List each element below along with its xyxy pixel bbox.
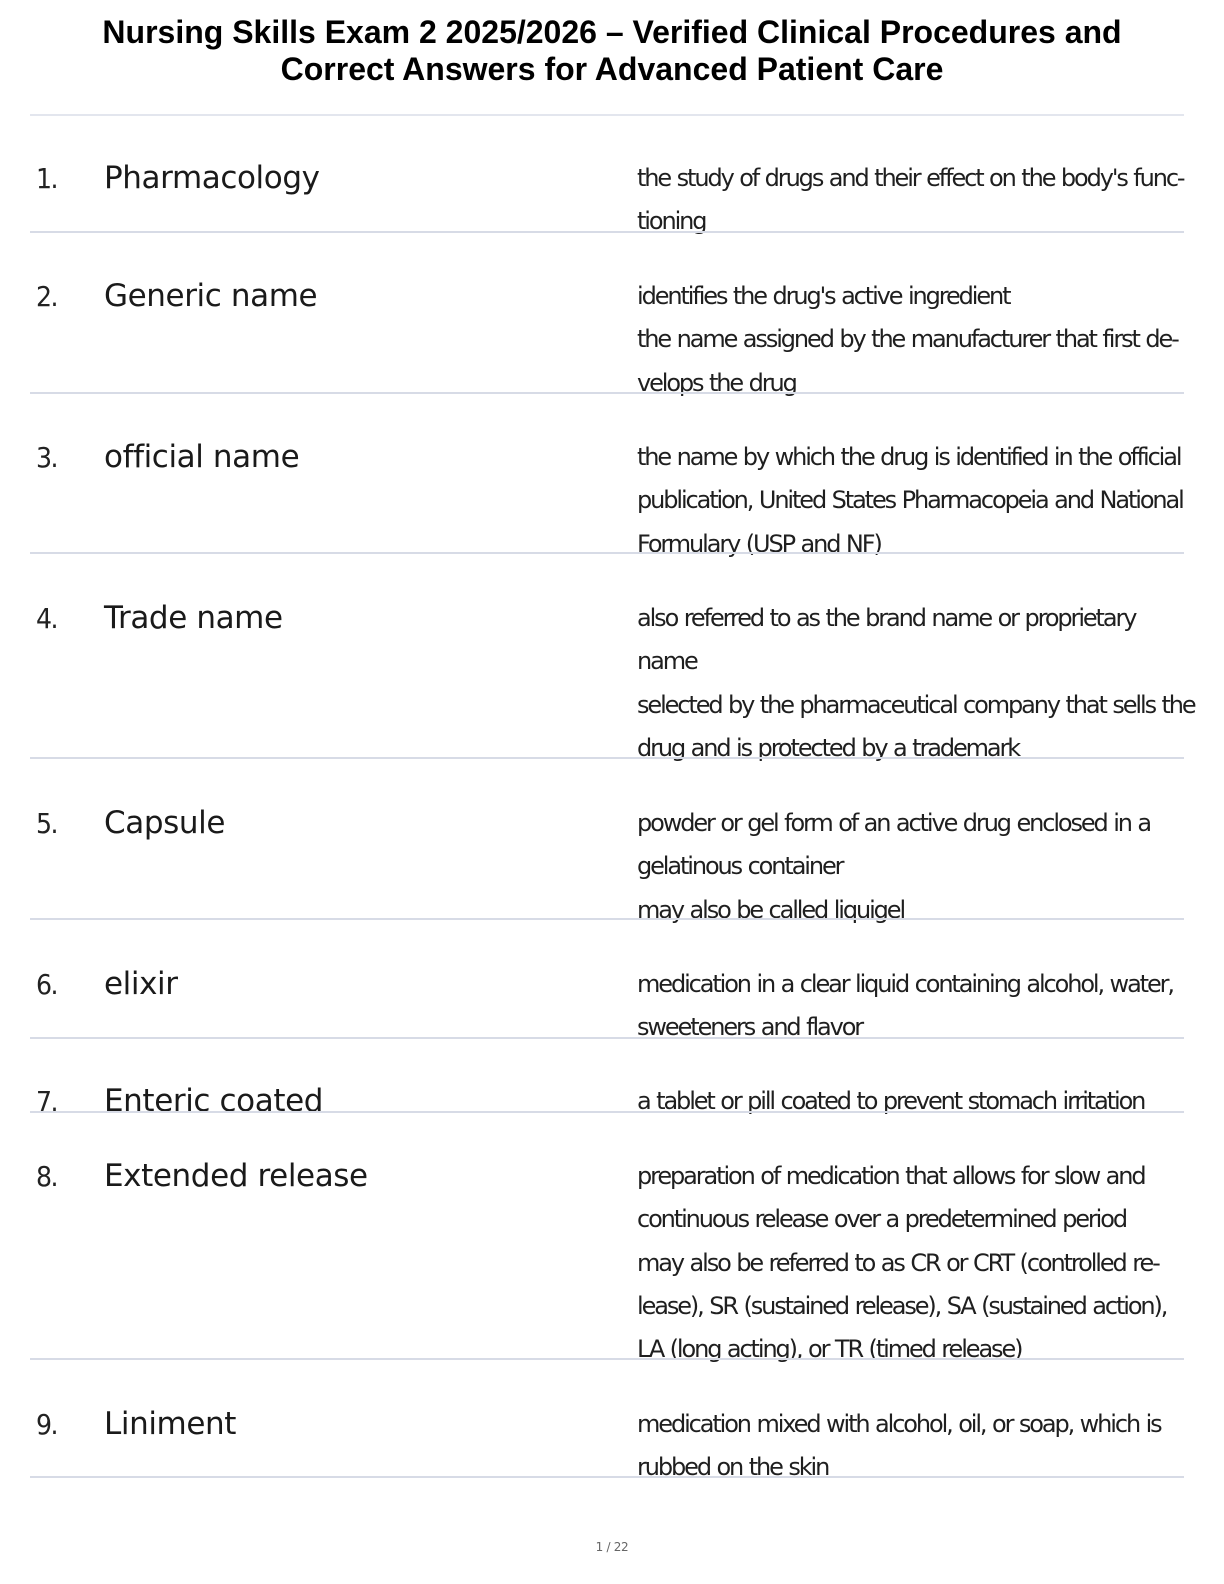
item-number: 2.	[36, 280, 58, 313]
definition-line: rubbed on the skin	[637, 1453, 829, 1482]
title-divider	[30, 114, 1184, 116]
item-definition	[637, 802, 1182, 932]
definition-line: lease), SR (sustained release), SA (sustained action),	[637, 1291, 1167, 1320]
definition-line: LA (long acting), or TR (timed release)	[637, 1335, 1022, 1364]
definition-line: tioning	[637, 207, 706, 236]
item-number: 4.	[36, 602, 58, 635]
definition-line: sweeteners and flavor	[637, 1013, 863, 1042]
title-line-2: Correct Answers for Advanced Patient Care	[280, 51, 944, 87]
item-term: Trade name	[104, 600, 283, 636]
item-number: 3.	[36, 441, 58, 474]
definition-line: identifies the drug's active ingredient	[637, 282, 1010, 310]
item-number: 7.	[36, 1085, 58, 1118]
title-line-1: Nursing Skills Exam 2 2025/2026 – Verified Clinical Procedures and	[102, 14, 1122, 50]
item-divider	[30, 392, 1184, 394]
definition-line: also referred to as the brand name or proprietary	[637, 604, 1136, 632]
item-term: official name	[104, 439, 300, 475]
definition-line: velops the drug	[637, 368, 796, 397]
item-divider	[30, 1358, 1184, 1360]
definition-line: drug and is protected by a trademark	[637, 733, 1020, 762]
definition-line: may also be called liquigel	[637, 895, 905, 924]
definition-line: the name assigned by the manufacturer that first de-	[637, 325, 1178, 354]
item-number: 1.	[36, 162, 58, 195]
item-divider	[30, 231, 1184, 233]
definition-line: medication in a clear liquid containing alcohol, water,	[637, 970, 1173, 998]
document-title	[40, 14, 1184, 88]
item-definition	[637, 1080, 1182, 1123]
item-divider	[30, 552, 1184, 554]
definition-line: a tablet or pill coated to prevent stomach irritation	[637, 1087, 1145, 1115]
definition-line: may also be referred to as CR or CRT (controlled re-	[637, 1248, 1159, 1277]
item-divider	[30, 757, 1184, 759]
definition-line: continuous release over a predetermined period	[637, 1205, 1126, 1234]
definition-line: selected by the pharmaceutical company that sells the	[637, 690, 1195, 719]
item-divider	[30, 1476, 1184, 1478]
item-definition	[637, 436, 1182, 566]
item-divider	[30, 918, 1184, 920]
definition-line: the name by which the drug is identified in the official	[637, 443, 1181, 471]
definition-line: medication mixed with alcohol, oil, or soap, which is	[637, 1410, 1161, 1438]
item-number: 5.	[36, 807, 58, 840]
definition-line: gelatinous container	[637, 852, 843, 881]
item-term: Generic name	[104, 278, 318, 314]
definition-line: Formulary (USP and NF)	[637, 529, 881, 558]
item-definition	[637, 1155, 1182, 1371]
item-term: Extended release	[104, 1158, 368, 1194]
item-divider	[30, 1111, 1184, 1113]
item-number: 9.	[36, 1408, 58, 1441]
definition-line: the study of drugs and their effect on the body's func-	[637, 164, 1184, 192]
item-number: 8.	[36, 1160, 58, 1193]
item-divider	[30, 1037, 1184, 1039]
item-definition	[637, 597, 1195, 770]
item-term: Enteric coated	[104, 1083, 324, 1119]
page-indicator: 1 / 22	[595, 1540, 629, 1554]
definition-line: preparation of medication that allows for slow and	[637, 1162, 1145, 1190]
definition-line: powder or gel form of an active drug enclosed in a	[637, 809, 1151, 837]
item-number: 6.	[36, 968, 58, 1001]
definition-line: publication, United States Pharmacopeia and National	[637, 486, 1183, 515]
item-term: elixir	[104, 966, 178, 1002]
item-term: Pharmacology	[104, 160, 320, 196]
item-term: Liniment	[104, 1406, 237, 1442]
item-definition	[637, 275, 1182, 405]
definition-line: name	[637, 647, 697, 676]
item-term: Capsule	[104, 805, 226, 841]
